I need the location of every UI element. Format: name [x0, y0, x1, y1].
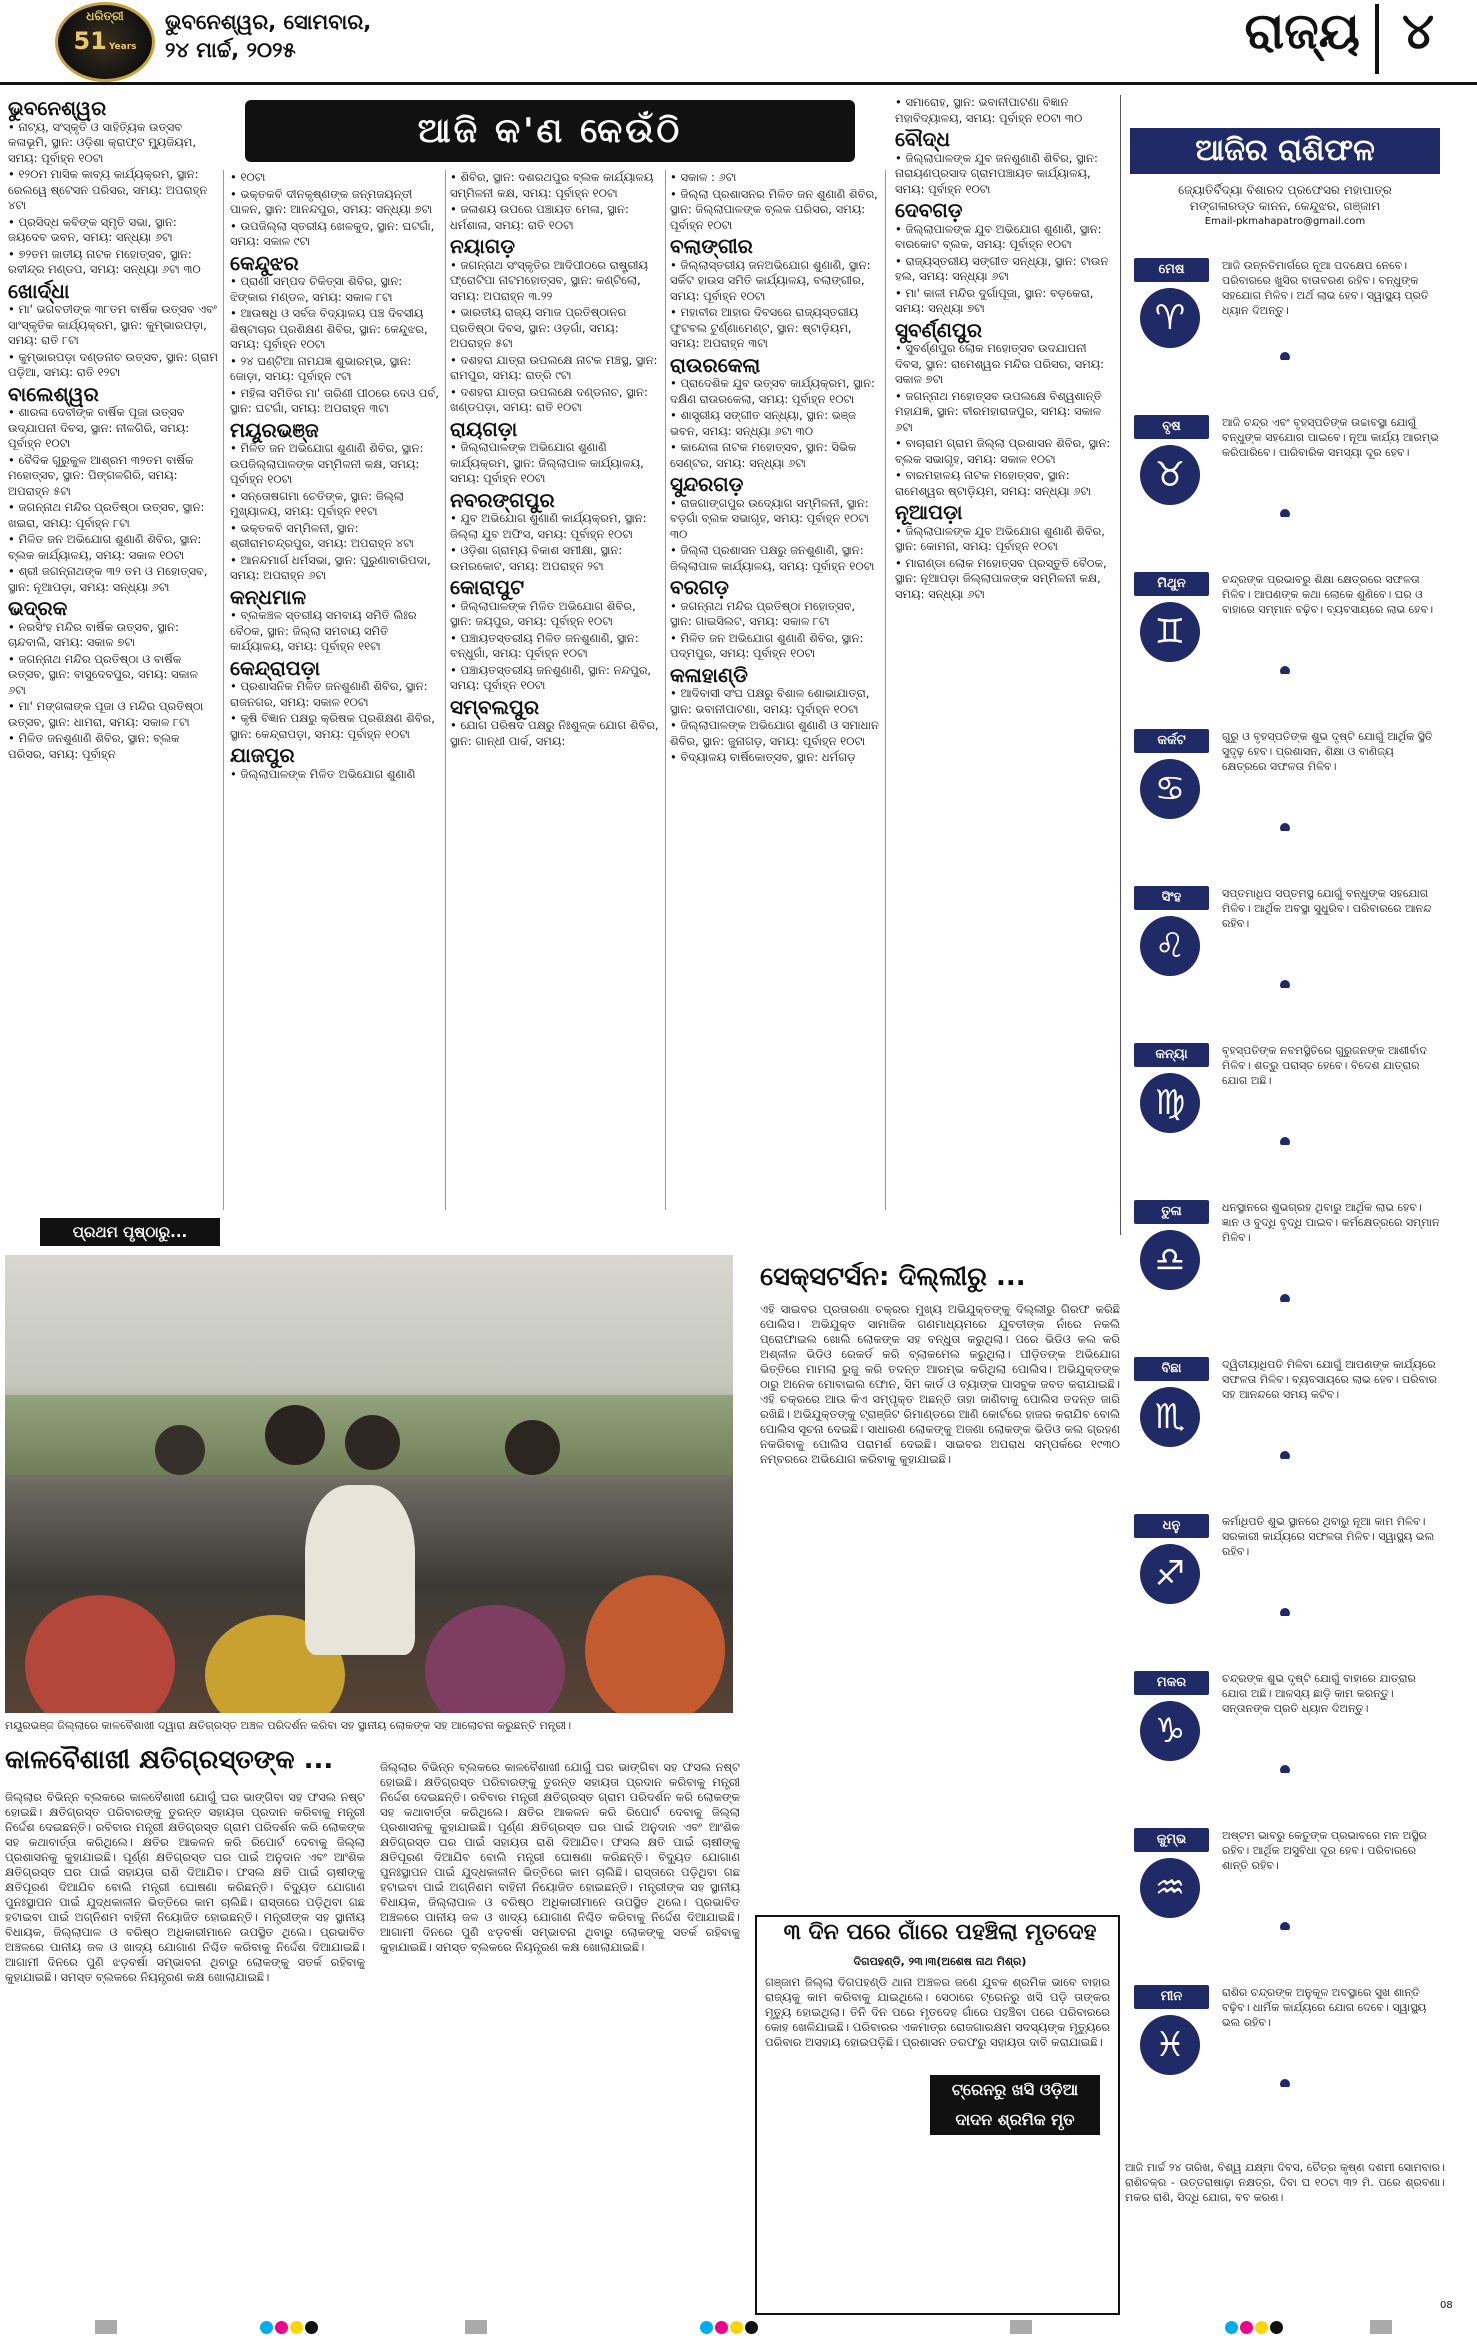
rashi-text: ଚନ୍ଦ୍ରଙ୍କ ପ୍ରଭାବରୁ ଶିକ୍ଷା କ୍ଷେତ୍ରରେ ସଫଳତା ମିଳିବ। ଆପଣଙ୍କ କଥା ଲୋକେ ଶୁଣିବେ। ଘର ଓ ବାହାରେ ସମ୍ମାନ ବଢ଼ିବ। ବ୍ୟବସାୟରେ ଲାଭ ହେବ। — [1222, 573, 1434, 616]
story3-subtag — [930, 2075, 1100, 2135]
event-item: • ୧୦ଟା — [230, 170, 266, 184]
story2-body-col1: ଜିଲ୍ଲାର ବିଭିନ୍ନ ବ୍ଲକରେ କାଳବୈଶାଖୀ ଯୋଗୁଁ ଘର ଭାଙ୍ଗିବା ସହ ଫସଲ ନଷ୍ଟ ହୋଇଛି। କ୍ଷତିଗ୍ରସ୍ତ ପରିବାରଙ୍କୁ ତୁରନ୍ତ ସହାୟତା ପ୍ରଦାନ କରିବାକୁ ମନ୍ତ୍ରୀ ନିର୍ଦ୍ଦେଶ ଦେଇଛନ୍ତି। ରବିବାର ମନ୍ତ୍ରୀ କ୍ଷତିଗ୍ରସ୍ତ ଗ୍ରାମ ପରିଦର୍ଶନ କରି ଲୋକଙ୍କ ସହ କଥାବାର୍ତ୍ତା କରିଥିଲେ। କ୍ଷତିର ଆକଳନ କରି ରିପୋର୍ଟ ଦେବାକୁ ଜିଲ୍ଲା ପ୍ରଶାସନକୁ କୁହାଯାଇଛି। ପୂର୍ଣ୍ଣ କ୍ଷତିଗ୍ରସ୍ତ ଘର ପାଇଁ ଅନୁଦାନ ଏବଂ ଆଂଶିକ କ୍ଷତିଗ୍ରସ୍ତ ଘର ପାଇଁ ସହାୟତା ରାଶି ଦିଆଯିବ। ଫସଲ କ୍ଷତି ପାଇଁ ଚାଷୀଙ୍କୁ କ୍ଷତିପୂରଣ ଦିଆଯିବ ବୋଲି ମନ୍ତ୍ରୀ ଘୋଷଣା କରିଛନ୍ତି। ବିଦ୍ୟୁତ ଯୋଗାଣ ପୁନଃସ୍ଥାପନ ପାଇଁ ଯୁଦ୍ଧକାଳୀନ ଭିତ୍ତିରେ କାମ ଚାଲିଛି। ରାସ୍ତାରେ ପଡ଼ିଥିବା ଗଛ ହଟାଇବା ପାଇଁ ଅଗ୍ନିଶମ ବାହିନୀ ନିୟୋଜିତ ହୋଇଛନ୍ତି। ମନ୍ତ୍ରୀଙ୍କ ସହ ସ୍ଥାନୀୟ ବିଧାୟକ, ଜିଲ୍ଲାପାଳ ଓ ବରିଷ୍ଠ ଅଧିକାରୀମାନେ ଉପସ୍ଥିତ ଥିଲେ। ପ୍ରଭାବିତ ଅଞ୍ଚଳରେ ପାନୀୟ ଜଳ ଓ ଖାଦ୍ୟ ଯୋଗାଣ ନିଶ୍ଚିତ କରିବାକୁ ନିର୍ଦ୍ଦେଶ ଦିଆଯାଇଛି। ଆଗାମୀ ଦିନରେ ପୁଣି ଝଡ଼ବର୍ଷା ସମ୍ଭାବନା ଥିବାରୁ ଲୋକଙ୍କୁ ସତର୍କ ରହିବାକୁ କୁହାଯାଇଛି। ସମସ୍ତ ବ୍ଲକରେ ନିୟନ୍ତ୍ରଣ କକ୍ଷ ଖୋଲାଯାଇଛି। — [5, 1790, 365, 1984]
event-item: • ଜିଲ୍ଲାପାଳଙ୍କ ଯୁବ ଅଭିଯୋଗ ଶୁଣାଣି, ସ୍ଥାନ: ବାରକୋଟ ବ୍ଲକ, ସମୟ: ପୂର୍ବାହ୍ନ ୧୦ଟା — [895, 221, 1102, 251]
event-item: • ସମାରୋହ, ସ୍ଥାନ: ଭବାନୀପାଟଣା ବିଜ୍ଞାନ ମହାବିଦ୍ୟାଳୟ, ସମୟ: ପୂର୍ବାହ୍ନ ୧୦ଟା ୩୦ — [895, 95, 1083, 125]
event-item: • ରାଜଗାଙ୍ଗପୁର ଉଦ୍ୟୋଗ ସମ୍ମିଳନୀ, ସ୍ଥାନ: ବଡ଼ଗାଁ ବ୍ଲକ ସଭାଗୃହ, ସମୟ: ପୂର୍ବାହ୍ନ ୧୦ଟା ୩୦ — [670, 495, 869, 541]
event-item: • କୁମ୍ଭାରପଡ଼ା ଦଣ୍ଡନାଚ ଉତ୍ସବ, ସ୍ଥାନ: ଗ୍ରାମ ପଡ଼ିଆ, ସମୟ: ରାତି ୧୨ଟା — [8, 349, 218, 379]
event-item: • ନାଟ୍ୟ, ସଂସ୍କୃତି ଓ ସାହିତ୍ୟିକ ଉତ୍ସବ କଳାଭୂମି, ସ୍ଥାନ: ଓଡ଼ିଶା କ୍ରାଫ୍ଟ ମ୍ୟୁଜିୟମ, ସମୟ: ପୂର୍ବାହ୍ନ ୧୦ଟା — [8, 119, 196, 165]
divider-dot — [1280, 1294, 1290, 1302]
event-item: • ମହିଳା ସମିତିର ମା' ତାରିଣୀ ପୀଠରେ ଦେଓ ପର୍ବ, ସ୍ଥାନ: ଘଟଗାଁ, ସମୟ: ଅପରାହ୍ନ ୩ଟା — [230, 385, 439, 415]
zodiac-icon: ♋ — [1140, 759, 1200, 819]
district-heading: ଖୋର୍ଦ୍ଧା — [8, 278, 70, 303]
district-heading: ନୟାଗଡ଼ — [450, 234, 516, 258]
story2-body-col2: ଜିଲ୍ଲାର ବିଭିନ୍ନ ବ୍ଲକରେ କାଳବୈଶାଖୀ ଯୋଗୁଁ ଘର ଭାଙ୍ଗିବା ସହ ଫସଲ ନଷ୍ଟ ହୋଇଛି। କ୍ଷତିଗ୍ରସ୍ତ ପରିବାରଙ୍କୁ ତୁରନ୍ତ ସହାୟତା ପ୍ରଦାନ କରିବାକୁ ମନ୍ତ୍ରୀ ନିର୍ଦ୍ଦେଶ ଦେଇଛନ୍ତି। ରବିବାର ମନ୍ତ୍ରୀ କ୍ଷତିଗ୍ରସ୍ତ ଗ୍ରାମ ପରିଦର୍ଶନ କରି ଲୋକଙ୍କ ସହ କଥାବାର୍ତ୍ତା କରିଥିଲେ। କ୍ଷତିର ଆକଳନ କରି ରିପୋର୍ଟ ଦେବାକୁ ଜିଲ୍ଲା ପ୍ରଶାସନକୁ କୁହାଯାଇଛି। ପୂର୍ଣ୍ଣ କ୍ଷତିଗ୍ରସ୍ତ ଘର ପାଇଁ ଅନୁଦାନ ଏବଂ ଆଂଶିକ କ୍ଷତିଗ୍ରସ୍ତ ଘର ପାଇଁ ସହାୟତା ରାଶି ଦିଆଯିବ। ଫସଲ କ୍ଷତି ପାଇଁ ଚାଷୀଙ୍କୁ କ୍ଷତିପୂରଣ ଦିଆଯିବ ବୋଲି ମନ୍ତ୍ରୀ ଘୋଷଣା କରିଛନ୍ତି। ବିଦ୍ୟୁତ ଯୋଗାଣ ପୁନଃସ୍ଥାପନ ପାଇଁ ଯୁଦ୍ଧକାଳୀନ ଭିତ୍ତିରେ କାମ ଚାଲିଛି। ରାସ୍ତାରେ ପଡ଼ିଥିବା ଗଛ ହଟାଇବା ପାଇଁ ଅଗ୍ନିଶମ ବାହିନୀ ନିୟୋଜିତ ହୋଇଛନ୍ତି। ମନ୍ତ୍ରୀଙ୍କ ସହ ସ୍ଥାନୀୟ ବିଧାୟକ, ଜିଲ୍ଲାପାଳ ଓ ବରିଷ୍ଠ ଅଧିକାରୀମାନେ ଉପସ୍ଥିତ ଥିଲେ। ପ୍ରଭାବିତ ଅଞ୍ଚଳରେ ପାନୀୟ ଜଳ ଓ ଖାଦ୍ୟ ଯୋଗାଣ ନିଶ୍ଚିତ କରିବାକୁ ନିର୍ଦ୍ଦେଶ ଦିଆଯାଇଛି। ଆଗାମୀ ଦିନରେ ପୁଣି ଝଡ଼ବର୍ଷା ସମ୍ଭାବନା ଥିବାରୁ ଲୋକଙ୍କୁ ସତର୍କ ରହିବାକୁ କୁହାଯାଇଛି। ସମସ୍ତ ବ୍ଲକରେ ନିୟନ୍ତ୍ରଣ କକ୍ଷ ଖୋଲାଯାଇଛି। — [380, 1760, 740, 1954]
event-item: • ଆଉଷଧି ଓ ସର୍ବଜ ବିଦ୍ୟାଳୟ ପଞ୍ଚ ଦିବସୀୟ ଶିଷ୍ଟାଚାର ପ୍ରଶିକ୍ଷଣ ଶିବିର, ସ୍ଥାନ: କେନ୍ଦୁଝର, ସମୟ: ପୂର୍ବାହ୍ନ ୧୦ଟା — [230, 306, 428, 351]
event-item: • ମା' ମଙ୍ଗଳାଙ୍କ ପୂଜା ଓ ମନ୍ଦିର ପ୍ରତିଷ୍ଠା ଉତ୍ସବ, ସ୍ଥାନ: ଧାମରା, ସମୟ: ସକାଳ ୮ଟା — [8, 699, 204, 729]
district-heading: ବରଗଡ଼ — [670, 575, 729, 599]
event-item: • ଭକ୍ତକବି ଦୀନକୃଷ୍ଣଙ୍କ ଜନ୍ମଜୟନ୍ତୀ ପାଳନ, ସ୍ଥାନ: ଆନନ୍ଦପୁର, ସମୟ: ସନ୍ଧ୍ୟା ୭ଟା — [230, 186, 433, 216]
dateline-place-day: ଭୁବନେଶ୍ୱର, ସୋମବାର, — [165, 10, 372, 34]
event-item: • ଦଶହରା ଯାତ୍ରା ଉପଲକ୍ଷେ ନାଟକ ମଞ୍ଚସ୍ଥ, ସ୍ଥାନ: ରାମପୁର, ସମୟ: ରାତ୍ରି ୯ଟା — [450, 352, 658, 382]
zodiac-icon: ♐ — [1140, 1544, 1200, 1604]
event-item: • ଜିଲ୍ଲାପାଳଙ୍କ ଅଭିଯୋଗ ଶୁଣାଣି କାର୍ଯ୍ୟକ୍ରମ, ସ୍ଥାନ: ଜିଲ୍ଲାପାଳ କାର୍ଯ୍ୟାଳୟ, ସମୟ: ପୂର୍ବାହ୍ନ ୧୦ଟା — [450, 440, 644, 485]
event-item: • ଯୋଗ ପରିଷଦ ପକ୍ଷରୁ ନିଃଶୁଳ୍କ ଯୋଗ ଶିବିର, ସ୍ଥାନ: ଗାନ୍ଧୀ ପାର୍କ, ସମୟ: — [450, 718, 659, 748]
event-item: • ଭାରତୀୟ ରାଜ୍ୟ ସମାଜ ପ୍ରତିଷ୍ଠାନର ପ୍ରତିଷ୍ଠା ଦିବସ, ସ୍ଥାନ: ଓଡ଼ଗାଁ, ସମୟ: ଅପରାହ୍ନ ୫ଟା — [450, 305, 627, 350]
rashi-name: ତୁଳା — [1134, 1200, 1209, 1224]
events-banner-title: ଆଜି କ'ଣ କେଉଁଠି — [245, 100, 855, 162]
event-item: • ଶାରଳା ଦେବୀଙ୍କ ବାର୍ଷିକ ପୂଜା ଉତ୍ସବ ଉଦ୍ଯାପନୀ ଦିବସ, ସ୍ଥାନ: ନୀଳଗିରି, ସମୟ: ପୂର୍ବାହ୍ନ ୧୦ଟା — [8, 405, 190, 450]
divider-dot — [1280, 1608, 1290, 1616]
event-item: • ଜିଲ୍ଲାପାଳଙ୍କ ମିଳିତ ଅଭିଯୋଗ ଶୁଣାଣି — [230, 766, 416, 781]
event-item: • ଆନନ୍ଦମାର୍ଗ ଧର୍ମସଭା, ସ୍ଥାନ: ପୁରୁଣାବାରିପଦା, ସମୟ: ଅପରାହ୍ନ ୬ଟା — [230, 552, 431, 582]
event-item: • ଜଗନ୍ନାଥ ମନ୍ଦିର ପ୍ରତିଷ୍ଠା ମହୋତ୍ସବ, ସ୍ଥାନ: ଗାଇସିଲଟ, ସମୟ: ସକାଳ ୮ଟା — [670, 598, 856, 628]
event-item: • ରାଜ୍ୟସ୍ତରୀୟ ସଙ୍ଗୀତ ସନ୍ଧ୍ୟା, ସ୍ଥାନ: ଟାଉନ ହଲ, ସମୟ: ସନ୍ଧ୍ୟା ୬ଟା — [895, 253, 1109, 283]
events-column — [670, 170, 880, 1210]
rashi-name: ସିଂହ — [1134, 886, 1209, 910]
divider-dot — [1280, 823, 1290, 831]
front-page-tag: ପ୍ରଥମ ପୃଷ୍ଠାରୁ... — [40, 1218, 220, 1246]
event-item: • ଦଶହରା ଯାତ୍ରା ଉପଲକ୍ଷେ ଦଣ୍ଡନାଚ, ସ୍ଥାନ: ଖଣ୍ଡପଡ଼ା, ସମୟ: ରାତି ୧୦ଟା — [450, 384, 648, 414]
gray-patch — [1010, 2320, 1032, 2334]
events-column — [8, 95, 218, 1210]
event-item: • ଜିଲ୍ଲାସ୍ତରୀୟ ଜନଅଭିଯୋଗ ଶୁଣାଣି, ସ୍ଥାନ: ସର୍କିଟ ହାଉସ ସମିତି କାର୍ଯ୍ୟାଳୟ, ବଲାଙ୍ଗୀର, ସମୟ: ପୂର୍ବାହ୍ନ ୧୦ଟା — [670, 257, 871, 303]
event-item: • ଶିବିର, ସ୍ଥାନ: ଦଶରଥପୁର ବ୍ଲକ କାର୍ଯ୍ୟାଳୟ ସମ୍ମିଳନୀ କକ୍ଷ, ସମୟ: ପୂର୍ବାହ୍ନ ୧୦ଟା — [450, 170, 654, 200]
event-item: • ଶାସ୍ତ୍ରୀୟ ସଙ୍ଗୀତ ସନ୍ଧ୍ୟା, ସ୍ଥାନ: ଭଞ୍ଜ ଭବନ, ସମୟ: ସନ୍ଧ୍ୟା ୬ଟା ୩୦ — [670, 408, 856, 438]
cmyk-marks-right — [1225, 2319, 1285, 2338]
gray-patch — [95, 2320, 117, 2334]
event-item: • ଯୁବ ଅଭିଯୋଗ ଶୁଣାଣି କାର୍ଯ୍ୟକ୍ରମ, ସ୍ଥାନ: ଜିଲ୍ଲା ଯୁବ ଅଫିସ, ସମୟ: ପୂର୍ବାହ୍ନ ୧୦ଟା — [450, 511, 647, 541]
district-heading: କଳାହାଣ୍ଡି — [670, 662, 748, 687]
dateline — [165, 8, 425, 64]
district-heading: ସୁବର୍ଣ୍ଣପୁର — [895, 317, 983, 342]
event-item: • କାନ୍ଦୋଳା ନାଟକ ମହୋତ୍ସବ, ସ୍ଥାନ: ସିଭିକ ସେଣ୍ଟର, ସମୟ: ସନ୍ଧ୍ୟା ୬ଟା — [670, 440, 857, 470]
event-item: • ପ୍ରଶାସନିକ ମିଳିତ ଜନଶୁଣାଣି ଶିବିର, ସ୍ଥାନ: ରାଜନଗର, ସମୟ: ସକାଳ ୧୦ଟା — [230, 679, 428, 709]
event-item: • ପ୍ରସିଦ୍ଧ କବିଙ୍କ ସ୍ମୃତି ସଭା, ସ୍ଥାନ: ଜୟଦେବ ଭବନ, ସମୟ: ସନ୍ଧ୍ୟା ୬ଟା — [8, 214, 177, 244]
story1-headline: ସେକ୍ସଟର୍ସନ: ଦିଲ୍ଲୀରୁ ... — [760, 1262, 1026, 1292]
event-item: • ୨୪ ଘଣ୍ଟିଆ ନାମଯଜ୍ଞ ଶୁଭାରମ୍ଭ, ସ୍ଥାନ: ଜୋଡ଼ା, ସମୟ: ପୂର୍ବାହ୍ନ ୯ଟା — [230, 353, 412, 383]
district-heading: ବାଲେଶ୍ୱର — [8, 381, 99, 406]
rashi-sign — [1130, 415, 1440, 517]
rashi-sign — [1130, 1985, 1440, 2087]
divider-dot — [1280, 666, 1290, 674]
district-heading: କୋରାପୁଟ — [450, 575, 525, 599]
district-heading: ରାଉରକେଲା — [670, 352, 761, 377]
print-registration-bar — [0, 2316, 1477, 2339]
zodiac-icon: ♉ — [1140, 445, 1200, 505]
gray-patch — [1370, 2320, 1392, 2334]
zodiac-icon: ♌ — [1140, 916, 1200, 976]
district-heading: ବଲାଙ୍ଗୀର — [670, 234, 753, 258]
event-item: • ଜିଲ୍ଲାପାଳଙ୍କ ଅଭିଯୋଗ ଶୁଣାଣି ଓ ସମାଧାନ ଶିବିର, ସ୍ଥାନ: ଜୁନାଗଡ଼, ସମୟ: ପୂର୍ବାହ୍ନ ୧୦ଟା — [670, 718, 879, 748]
event-item: • କୃଷି ବିଜ୍ଞାନ ପକ୍ଷରୁ କ୍ରିଷକ ପ୍ରଶିକ୍ଷଣ ଶିବିର, ସ୍ଥାନ: କେନ୍ଦ୍ରାପଡ଼ା, ସମୟ: ପୂର୍ବାହ୍ନ ୧୦ଟା — [230, 711, 435, 741]
section-separator — [1375, 4, 1379, 74]
event-item: • ପ୍ରାଣୀ ସମ୍ପଦ ଚିକିତ୍ସା ଶିବିର, ସ୍ଥାନ: ଝିଙ୍କାର ମଣ୍ଡଳ, ସମୟ: ସକାଳ ୮ଟା — [230, 274, 403, 304]
event-item: • ମିଳିତ ଜନ ଅଭିଯୋଗ ଶୁଣାଣି ଶିବିର, ସ୍ଥାନ: ଉପଜିଲ୍ଲାପାଳଙ୍କ ସମ୍ମିଳନୀ କକ୍ଷ, ସମୟ: ପୂର୍ବାହ୍ନ ୧୦ଟା — [230, 441, 424, 486]
events-column — [895, 95, 1115, 1210]
event-item: • ଜଗନ୍ନାଥ ମହୋତ୍ସବ ଉପଲକ୍ଷେ ବିଶ୍ୱଶାନ୍ତି ମହାଯଜ୍ଞ, ସ୍ଥାନ: ବୀରମହାରାଜପୁର, ସମୟ: ସକାଳ ୬ଟା — [895, 388, 1102, 434]
events-column — [230, 170, 440, 1210]
event-item: • ବୈଦିକ ଗୁରୁକୁଳ ଆଶ୍ରମ ୩୨ତମ ବାର୍ଷିକ ମହୋତ୍ସବ, ସ୍ଥାନ: ପିଙ୍ଗଳଗିରି, ସମୟ: ଅପରାହ୍ନ ୫ଟା — [8, 452, 194, 498]
event-item: • ଜଳାଶୟ ଉପରେ ପଞ୍ଚାୟତ ମେଳା, ସ୍ଥାନ: ଧର୍ମଶାଳା, ସମୟ: ରାତି ୧୦ଟା — [450, 202, 629, 232]
district-heading: କନ୍ଧମାଳ — [230, 584, 307, 609]
district-heading: ବୌଦ୍ଧ — [895, 127, 950, 151]
divider-dot — [1280, 1922, 1290, 1930]
divider-dot — [1280, 1451, 1290, 1459]
logo-years: 51 Years — [73, 27, 137, 55]
district-heading: ସୁନ୍ଦରଗଡ଼ — [670, 472, 744, 496]
column-divider — [885, 170, 886, 1210]
zodiac-icon: ♒ — [1140, 1858, 1200, 1918]
rashi-sign — [1130, 729, 1440, 831]
column-divider — [445, 170, 446, 1210]
event-item: • ମିଳିତ ଜନ ଅଭିଯୋଗ ଶୁଣାଣି ଶିବିର, ସ୍ଥାନ: ପଦ୍ମପୁର, ସମୟ: ପୂର୍ବାହ୍ନ ୧୦ଟା — [670, 630, 864, 660]
rashi-text: ଚନ୍ଦ୍ରଙ୍କ ଶୁଭ ଦୃଷ୍ଟି ଯୋଗୁଁ ବାହାରେ ଯାତ୍ରାର ଯୋଗ ଅଛି। ଆଳସ୍ୟ ଛାଡ଼ି କାମ କରନ୍ତୁ। ସନ୍ତାନଙ୍କ ପ୍ରତି ଧ୍ୟାନ ଦିଅନ୍ତୁ। — [1222, 1672, 1416, 1715]
rashi-sign — [1130, 1043, 1440, 1145]
rashi-text: ସପ୍ତମାଧିପ ସପ୍ତମସ୍ଥ ଯୋଗୁଁ ବନ୍ଧୁଙ୍କ ସହଯୋଗ ମିଳିବ। ଆର୍ଥିକ ଅବସ୍ଥା ସୁଧୁରିବ। ପରିବାରରେ ଆନନ୍ଦ ରହିବ। — [1222, 887, 1432, 930]
district-heading: ଯାଜପୁର — [230, 743, 295, 767]
story2-headline: କାଳବୈଶାଖୀ କ୍ଷତିଗ୍ରସ୍ତଙ୍କ ... — [5, 1745, 334, 1775]
rashi-sign — [1130, 886, 1440, 988]
district-heading: ଭୁବନେଶ୍ୱର — [8, 96, 107, 120]
event-item: • ମିଳିତ ଜନ ଅଭିଯୋଗ ଶୁଣାଣି ଶିବିର, ସ୍ଥାନ: ବ୍ଲକ କାର୍ଯ୍ୟାଳୟ, ସମୟ: ସକାଳ ୧୦ଟା — [8, 532, 202, 562]
district-heading: ସମ୍ବଲପୁର — [450, 694, 540, 719]
event-item: • ମାରାଣ୍ଡା ଲୋକ ମହୋତ୍ସବ ପ୍ରସ୍ତୁତି ବୈଠକ, ସ୍ଥାନ: ନୂଆପଡ଼ା ଜିଲ୍ଲାପାଳଙ୍କ ସମ୍ମିଳନୀ କକ୍ଷ, ସମୟ: ସନ୍ଧ୍ୟା ୬ଟା — [895, 555, 1107, 601]
folio: 08 — [1440, 2300, 1453, 2311]
rashi-sign — [1130, 1357, 1440, 1459]
rashi-text: ରାଶିର ଚନ୍ଦ୍ରଙ୍କ ଅନୁକୂଳ ଅବସ୍ଥାରେ ସୁଖ ଶାନ୍ତି ବଢ଼ିବ। ଧାର୍ମିକ କାର୍ଯ୍ୟରେ ଯୋଗ ଦେବେ। ସ୍ୱାସ୍ଥ୍ୟ ଭଲ ରହିବ। — [1222, 1986, 1427, 2029]
zodiac-icon: ♊ — [1140, 602, 1200, 662]
event-item: • ବିଦ୍ୟାଳୟ ବାର୍ଷିକୋତ୍ସବ, ସ୍ଥାନ: ଧର୍ମଗଡ଼ — [670, 750, 856, 764]
zodiac-icon: ♈ — [1140, 288, 1200, 348]
dateline-date: ୨୪ ମାର୍ଚ୍ଚ, ୨୦୨୫ — [165, 38, 296, 62]
rashifala-separator — [1120, 95, 1121, 1235]
event-item: • ଜିଲ୍ଲାପାଳଙ୍କ ଯୁବ ଜନଶୁଣାଣି ଶିବିର, ସ୍ଥାନ: ନାରାୟଣପ୍ରସାଦ ଗ୍ରାମପଞ୍ଚାୟତ କାର୍ଯ୍ୟାଳୟ, ସମୟ: ପୂର୍ବାହ୍ନ ୧୦ଟା — [895, 150, 1098, 196]
rashi-sign — [1130, 1671, 1440, 1773]
event-item: • ବ୍ଲକଞ୍ଚଳ ସ୍ତରୀୟ ସମବାୟ ସମିତି ଲିଃର ବୈଠକ, ସ୍ଥାନ: ଜିଲ୍ଲା ସମବାୟ ସମିତି କାର୍ଯ୍ୟାଳୟ, ସମୟ: ପୂର୍ବାହ୍ନ ୧୧ଟା — [230, 608, 417, 653]
district-heading: ନୂଆପଡ଼ା — [895, 500, 963, 524]
event-item: • ବାଚାରାମ ଗ୍ରାମ ଜିଲ୍ଲା ପ୍ରଶାସନ ଶିବିର, ସ୍ଥାନ: ବ୍ଲକ ସଭାଗୃହ, ସମୟ: ସକାଳ ୧୦ଟା — [895, 436, 1111, 466]
story3-dateline: ଦିଗପହଣ୍ଡି, ୨୩।୩(ଅଶେଷ ନାଥ ମିଶ୍ର) — [853, 1955, 1027, 1968]
event-item: • ସନ୍ତୋଷଗମା ଚେତିଙ୍କ, ସ୍ଥାନ: ଜିଲ୍ଲା ମୁଖ୍ୟାଳୟ, ସମୟ: ପୂର୍ବାହ୍ନ ୧୧ଟା — [230, 488, 404, 518]
event-item: • ଶ୍ରୀ ଜଗନ୍ନାଥଙ୍କ ୩୨ ତମ ଓ ମହୋତ୍ସବ, ସ୍ଥାନ: ନୂଆପଡ଼ା, ସମୟ: ସନ୍ଧ୍ୟା ୬ଟା — [8, 564, 208, 594]
event-item: • ଜିଲ୍ଲା ପ୍ରଶାସନ ପକ୍ଷରୁ ଜନଶୁଣାଣି, ସ୍ଥାନ: ଜିଲ୍ଲାପାଳ କାର୍ଯ୍ୟାଳୟ, ସମୟ: ପୂର୍ବାହ୍ନ ୧୦ଟା — [670, 543, 875, 573]
rashi-sign — [1130, 1828, 1440, 1930]
district-heading: କେନ୍ଦ୍ରାପଡ଼ା — [230, 655, 321, 680]
rashi-text: ଗୁରୁ ଓ ବୃହସ୍ପତିଙ୍କ ଶୁଭ ଦୃଷ୍ଟି ଯୋଗୁଁ ଆର୍ଥିକ ସ୍ଥିତି ସୁଦୃଢ଼ ହେବ। ପ୍ରଶାସନ, ଶିକ୍ଷା ଓ ବାଣିଜ୍ୟ କ୍ଷେତ୍ରରେ ସଫଳତା ମିଳିବ। — [1222, 730, 1433, 773]
divider-dot — [1280, 1137, 1290, 1145]
event-item: • ଜିଲ୍ଲାପାଳଙ୍କ ମିଳିତ ଅଭିଯୋଗ ଶିବିର, ସ୍ଥାନ: ଜୟପୁର, ସମୟ: ପୂର୍ବାହ୍ନ ୧୦ଟା — [450, 598, 636, 628]
district-heading: ନବରଙ୍ଗପୁର — [450, 487, 555, 512]
rashi-name: ମିଥୁନ — [1134, 572, 1209, 596]
event-item: • ମହାବୀର ଆହାର ଦିବସରେ ରାଜ୍ୟସ୍ତରୀୟ ଫୁଟବଲ ଟୁର୍ଣ୍ଣାମେଣ୍ଟ, ସ୍ଥାନ: ଷ୍ଟାଡ଼ିୟମ, ସମୟ: ଅପରାହ୍ନ ୩ଟା — [670, 305, 859, 350]
zodiac-icon: ♓ — [1140, 2015, 1200, 2075]
section-label: ରାଜ୍ୟ — [1244, 2, 1360, 60]
rashi-name: କର୍କଟ — [1134, 729, 1209, 753]
rashi-sign — [1130, 1200, 1440, 1302]
rashifala-author — [1130, 182, 1440, 230]
event-item: • ଉପଜିଲ୍ଲା ସ୍ତରୀୟ ଖେଳକୁଦ, ସ୍ଥାନ: ଘଟଗାଁ, ସମୟ: ସକାଳ ୯ଟା — [230, 218, 435, 248]
gray-patch — [465, 2320, 487, 2334]
event-item: • ଜିଲ୍ଲାପାଳଙ୍କ ଯୁବ ଅଭିଯୋଗ ଶୁଣାଣି ଶିବିର, ସ୍ଥାନ: କୋମନା, ସମୟ: ପୂର୍ବାହ୍ନ ୧୦ଟା — [895, 523, 1105, 553]
news-photo — [5, 1255, 733, 1713]
rashi-name: ମକର — [1134, 1671, 1209, 1695]
story1-body: ଏହି ସାଇବର ପ୍ରତାରଣା ଚକ୍ରର ମୁଖ୍ୟ ଅଭିଯୁକ୍ତଙ୍କୁ ଦିଲ୍ଲୀରୁ ଗିରଫ କରିଛି ପୋଲିସ। ଅଭିଯୁକ୍ତ ସାମାଜିକ ଗଣମାଧ୍ୟମରେ ଯୁବତୀଙ୍କ ନାଁରେ ନକଲି ପ୍ରୋଫାଇଲ ଖୋଲି ଲୋକଙ୍କ ସହ ବନ୍ଧୁତା କରୁଥିଲା। ପରେ ଭିଡିଓ କଲ କରି ଅଶ୍ଳୀଳ ଭିଡିଓ ରେକର୍ଡ କରି ବ୍ଲାକମେଲ କରୁଥିଲା। ପୀଡ଼ିତଙ୍କ ଅଭିଯୋଗ ଭିତ୍ତିରେ ମାମଲା ରୁଜୁ କରି ତଦନ୍ତ ଆରମ୍ଭ କରିଥିଲା ପୋଲିସ। ଅଭିଯୁକ୍ତଙ୍କ ଠାରୁ ଅନେକ ମୋବାଇଲ ଫୋନ, ସିମ କାର୍ଡ ଓ ବ୍ୟାଙ୍କ ପାସବୁକ ଜବତ କରାଯାଇଛି। ଏହି ଚକ୍ରରେ ଆଉ କିଏ ସମ୍ପୃକ୍ତ ଅଛନ୍ତି ତାହା ଜାଣିବାକୁ ପୋଲିସ ତଦନ୍ତ ଜାରି ରଖିଛି। ଅଭିଯୁକ୍ତଙ୍କୁ ଟ୍ରାଞ୍ଜିଟ ରିମାଣ୍ଡରେ ଆଣି କୋର୍ଟରେ ହାଜର କରାଯିବ ବୋଲି ପୋଲିସ ସୂଚନା ଦେଇଛି। ସାଧାରଣ ଲୋକଙ୍କୁ ଅଜଣା ଲୋକଙ୍କ ଭିଡିଓ କଲ ଗ୍ରହଣ ନକରିବାକୁ ପୋଲିସ ପରାମର୍ଶ ଦେଇଛି। ସାଇବର ଅପରାଧ ସମ୍ପର୍କରେ ୧୯୩୦ ନମ୍ବରରେ ଅଭିଯୋଗ କରିବାକୁ କୁହାଯାଇଛି। — [760, 1302, 1120, 1466]
district-heading: ମୟୂରଭଞ୍ଜ — [230, 417, 319, 442]
rashi-text: ଅଷ୍ଟମ ଭାବରୁ କେତୁଙ୍କ ପ୍ରଭାବରେ ମନ ଅସ୍ଥିର ରହିବ। ଆର୍ଥିକ ଅସୁବିଧା ଦୂର ହେବ। ପରିବାରରେ ଶାନ୍ତି ରହିବ। — [1222, 1829, 1427, 1872]
masthead-rule — [0, 82, 1477, 85]
rashi-name: ଧନୁ — [1134, 1514, 1209, 1538]
divider-dot — [1280, 1765, 1290, 1773]
event-item: • ନରସିଂହ ମନ୍ଦିର ବାର୍ଷିକ ଉତ୍ସବ, ସ୍ଥାନ: ଚାନ୍ଦବାଲି, ସମୟ: ସକାଳ ୭ଟା — [8, 619, 179, 649]
panchang-footer: ଆଜି ମାର୍ଚ୍ଚ ୨୪ ତାରିଖ, ବିଶ୍ୱ ଯକ୍ଷ୍ମା ଦିବସ, ଚୈତ୍ର କୃଷ୍ଣ ଦଶମୀ ସୋମବାର। ରାଶିଚକ୍ର - ଉତ୍ତରାଷାଢ଼ା ନକ୍ଷତ୍ର, ଦିବା ଘ ୧୦ଟା ୩୨ ମି. ପରେ ଶ୍ରବଣା। ମକର ରାଶି, ସିଦ୍ଧି ଯୋଗ, ବବ କରଣ। — [1125, 2161, 1445, 2204]
rashi-sign — [1130, 1514, 1440, 1616]
rashi-sign — [1130, 572, 1440, 674]
event-item: • ମା' ଭଗବତୀଙ୍କ ୩୮ତମ ବାର୍ଷିକ ଉତ୍ସବ ଏବଂ ସାଂସ୍କୃତିକ କାର୍ଯ୍ୟକ୍ରମ, ସ୍ଥାନ: କୁମ୍ଭାରପଡ଼ା, ସମୟ: ରାତି ୮ଟା — [8, 302, 217, 347]
event-item: • ବାରମହାଳୟ ନାଟକ ମହୋତ୍ସବ, ସ୍ଥାନ: ରାମେଶ୍ୱର ଷ୍ଟାଡ଼ିୟମ, ସମୟ: ସନ୍ଧ୍ୟା ୬ଟା — [895, 468, 1092, 498]
zodiac-icon: ♑ — [1140, 1701, 1200, 1761]
column-divider — [223, 170, 224, 1210]
rashi-name: ମୀନ — [1134, 1985, 1209, 2009]
event-item: • ଜଗନ୍ନାଥ ସଂସ୍କୃତିର ଆଦିପୀଠରେ ରାଷ୍ଟ୍ରୀୟ ଫ୍ରୋଟିପା ନାଟମହୋତ୍ସବ, ସ୍ଥାନ: କଣ୍ଟିଲୋ, ସମୟ: ଅପରାହ୍ନ ୩.୨୨ — [450, 257, 648, 303]
rashi-text: ଧନସ୍ଥାନରେ ଶୁଭଗ୍ରହ ଥିବାରୁ ଆର୍ଥିକ ଲାଭ ହେବ। ଜ୍ଞାନ ଓ ବୁଦ୍ଧି ବୃଦ୍ଧି ପାଇବ। କର୍ମକ୍ଷେତ୍ରରେ ସମ୍ମାନ ମିଳିବ। — [1222, 1201, 1440, 1244]
rashi-name: ମେଷ — [1134, 258, 1209, 282]
cmyk-marks-left — [260, 2319, 320, 2338]
district-heading: କେନ୍ଦୁଝର — [230, 250, 299, 275]
astrologer-name: ଜ୍ୟୋତିର୍ବିଦ୍ୟା ବିଶାରଦ ପ୍ରଫେସର ମହାପାତ୍ର — [1178, 183, 1392, 197]
event-item: • ଜିଲ୍ଲା ପ୍ରଶାସନର ମିଳିତ ଜନ ଶୁଣାଣି ଶିବିର, ସ୍ଥାନ: ଜିଲ୍ଲାପାଳଙ୍କ ବ୍ଲକ ପରିସର, ସମୟ: ପୂର୍ବାହ୍ନ ୧୦ଟା — [670, 186, 878, 232]
divider-dot — [1280, 980, 1290, 988]
district-heading: ଭଦ୍ରକ — [8, 596, 68, 620]
event-item: • ଜଗନ୍ନାଥ ମନ୍ଦିର ପ୍ରତିଷ୍ଠା ଉତ୍ସବ, ସ୍ଥାନ: ଖଇରା, ସମୟ: ପୂର୍ବାହ୍ନ ୮ଟା — [8, 500, 205, 530]
story3-subtag-line1: ଟ୍ରେନରୁ ଖସି ଓଡ଼ିଆ — [951, 2080, 1079, 2099]
rashifala-title: ଆଜିର ରାଶିଫଳ — [1130, 128, 1440, 174]
story3-headline: ୩ ଦିନ ପରେ ଗାଁରେ ପହଞ୍ଚିଲା ମୃତଦେହ — [783, 1920, 1097, 1945]
story3-body: ଗଞ୍ଜାମ ଜିଲ୍ଲା ଦିଗପହଣ୍ଡି ଥାନା ଅଞ୍ଚଳର ଜଣେ ଯୁବକ ଶ୍ରମିକ ଭାବେ ବାହାର ରାଜ୍ୟକୁ କାମ କରିବାକୁ ଯାଇଥିଲେ। ସେଠାରେ ଟ୍ରେନରୁ ଖସି ପଡ଼ି ତାଙ୍କର ମୃତ୍ୟୁ ହୋଇଥିଲା। ତିନି ଦିନ ପରେ ମୃତଦେହ ଗାଁରେ ପହଞ୍ଚିବା ପରେ ପରିବାରରେ କୋହ ଖେଳିଯାଇଛି। ପରିବାରର ଏକମାତ୍ର ରୋଜଗାରକ୍ଷମ ସଦସ୍ୟଙ୍କ ମୃତ୍ୟୁରେ ପରିବାର ଅସହାୟ ହୋଇପଡ଼ିଛି। ପ୍ରଶାସନ ତରଫରୁ ସହାୟତା ଦାବି କରାଯାଇଛି। — [765, 1975, 1110, 2049]
event-item: • ୭୨ତମ ଜାତୀୟ ନାଟକ ମହୋତ୍ସବ, ସ୍ଥାନ: ରବୀନ୍ଦ୍ର ମଣ୍ଡପ, ସମୟ: ସନ୍ଧ୍ୟା ୬ଟା ୩୦ — [8, 246, 201, 276]
rashi-text: ଆଜି ଉନ୍ନତିମାର୍ଗରେ ନୂଆ ପଦକ୍ଷେପ ନେବେ। ପରିବାରରେ ଖୁସିର ବାତାବରଣ ରହିବ। ବନ୍ଧୁଙ୍କ ସହଯୋଗ ମିଳିବ। ଅର୍ଥ ଲାଭ ହେବ। ସ୍ୱାସ୍ଥ୍ୟ ପ୍ରତି ଧ୍ୟାନ ଦିଅନ୍ତୁ। — [1222, 259, 1429, 317]
rashi-text: ଆଜି ଚନ୍ଦ୍ର ଏବଂ ବୃହସ୍ପତିଙ୍କ ଉଚ୍ଚାବସ୍ଥା ଯୋଗୁଁ ବନ୍ଧୁଙ୍କ ସହଯୋଗ ପାଇବେ। ନୂଆ କାର୍ଯ୍ୟ ଆରମ୍ଭ କରିପାରିବେ। ପାରିବାରିକ ସମସ୍ୟା ଦୂର ହେବ। — [1222, 416, 1439, 459]
event-item: • ପଞ୍ଚାୟତସ୍ତରୀୟ ଜନଶୁଣାଣି, ସ୍ଥାନ: ନନ୍ଦପୁର, ସମୟ: ପୂର୍ବାହ୍ନ ୧୦ଟା — [450, 662, 652, 692]
event-item: • ମିଳିତ ଜନଶୁଣାଣି ଶିବିର, ସ୍ଥାନ: ବ୍ଲକ ପରିସର, ସମୟ: ପୂର୍ବାହ୍ନ — [8, 731, 180, 761]
event-item: • ମା' କାଳୀ ମନ୍ଦିର ଦୁର୍ଗାପୂଜା, ସ୍ଥାନ: ବଡ଼କେରା, ସମୟ: ସନ୍ଧ୍ୟା ୭ଟା — [895, 285, 1094, 315]
divider-dot — [1280, 509, 1290, 517]
logo-text: ଧରିତ୍ରୀ — [86, 9, 124, 23]
event-item: • ସକାଳ : ୬ଟା — [670, 170, 737, 184]
event-item: • ୧୨୦ମ ମାସିକ କାବ୍ୟ କାର୍ଯ୍ୟକ୍ରମ, ସ୍ଥାନ: ରେଲୱେ ଷ୍ଟେସନ ପରିସର, ସମୟ: ଅପରାହ୍ନ ୪ଟା — [8, 167, 208, 212]
divider-dot — [1280, 2079, 1290, 2087]
events-column — [450, 170, 660, 1210]
page-number: ୪ — [1401, 2, 1435, 60]
event-item: • ଓଡ଼ିଶା ଗ୍ରାମ୍ୟ ବିକାଶ ସମୀକ୍ଷା, ସ୍ଥାନ: ଉମରକୋଟ, ସମୟ: ଅପରାହ୍ନ ୨ଟା — [450, 543, 623, 573]
rashi-name: ବିଛା — [1134, 1357, 1209, 1381]
event-item: • ସୁବର୍ଣ୍ଣପୁର ଲୋକ ମହୋତ୍ସବ ଉଦଯାପନୀ ଦିବସ, ସ୍ଥାନ: ରାମେଶ୍ୱର ମନ୍ଦିର ପରିସର, ସମୟ: ସକାଳ ୭ଟା — [895, 341, 1105, 386]
district-heading: ଦେବଗଡ଼ — [895, 198, 963, 222]
column-divider — [665, 170, 666, 1210]
zodiac-icon: ♎ — [1140, 1230, 1200, 1290]
event-item: • ଆଦିବାସୀ ସଂଘ ପକ୍ଷରୁ ବିଶାଳ ଶୋଭାଯାତ୍ରା, ସ୍ଥାନ: ଭବାନୀପାଟଣା, ସମୟ: ପୂର୍ବାହ୍ନ ୧୦ଟା — [670, 686, 870, 716]
event-item: • ଭକ୍ତକବି ସମ୍ମିଳନୀ, ସ୍ଥାନ: ଶ୍ରୀରାମଚନ୍ଦ୍ରପୁର, ସମୟ: ଅପରାହ୍ନ ୪ଟା — [230, 520, 414, 550]
rashi-name: କନ୍ୟା — [1134, 1043, 1209, 1067]
rashi-name: ବୃଷ — [1134, 415, 1209, 439]
zodiac-icon: ♍ — [1140, 1073, 1200, 1133]
newspaper-logo — [55, 2, 155, 82]
cmyk-marks-center — [700, 2319, 760, 2338]
rashi-text: କର୍ମାଧିପତି ଶୁଭ ସ୍ଥାନରେ ଥିବାରୁ ନୂଆ କାମ ମିଳିବ। ସରକାରୀ କାର୍ଯ୍ୟରେ ସଫଳତା ମିଳିବ। ସ୍ୱାସ୍ଥ୍ୟ ଭଲ ରହିବ। — [1222, 1515, 1435, 1558]
rashi-text: ବୃହସ୍ପତିଙ୍କ ନବମସ୍ଥିତିରେ ଗୁରୁଜନଙ୍କ ଆଶୀର୍ବାଦ ମିଳିବ। ଶତ୍ରୁ ପରାସ୍ତ ହେବେ। ବିଦେଶ ଯାତ୍ରାର ଯୋଗ ଅଛି। — [1222, 1044, 1427, 1087]
divider-dot — [1280, 352, 1290, 360]
event-item: • ଜଗନ୍ନାଥ ମନ୍ଦିର ପ୍ରତିଷ୍ଠା ଓ ବାର୍ଷିକ ଉତ୍ସବ, ସ୍ଥାନ: ବାସୁଦେବପୁର, ସମୟ: ସକାଳ ୬ଟା — [8, 651, 198, 697]
district-heading: ରାୟଗଡ଼ା — [450, 416, 518, 441]
story3-subtag-line2: ଦାଦନ ଶ୍ରମିକ ମୃତ — [955, 2110, 1075, 2129]
astrologer-address: ମଙ୍ଗଳାରଡ୍ଡ କାନନ, କେନ୍ଦୁଝର, ଗଞ୍ଜାମ — [1189, 199, 1381, 213]
rashi-sign — [1130, 258, 1440, 360]
photo-caption: ମୟୂରଭଞ୍ଜ ଜିଲ୍ଲାରେ କାଳବୈଶାଖୀ ଦ୍ୱାରା କ୍ଷତିଗ୍ରସ୍ତ ଅଞ୍ଚଳ ପରିଦର୍ଶନ କରିବା ସହ ସ୍ଥାନୀୟ ଲୋକଙ୍କ ସହ ଆଲୋଚନା କରୁଛନ୍ତି ମନ୍ତ୍ରୀ। — [5, 1719, 572, 1732]
event-item: • ପଞ୍ଚାୟତସ୍ତରୀୟ ମିଳିତ ଜନଶୁଣାଣି, ସ୍ଥାନ: ବନ୍ଧୁଗାଁ, ସମୟ: ପୂର୍ବାହ୍ନ ୧୦ଟା — [450, 630, 639, 660]
rashi-name: କୁମ୍ଭ — [1134, 1828, 1209, 1852]
zodiac-icon: ♏ — [1140, 1387, 1200, 1447]
event-item: • ପ୍ରାଦେଶିକ ଯୁବ ଉତ୍ସବ କାର୍ଯ୍ୟକ୍ରମ, ସ୍ଥାନ: ଦକ୍ଷିଣ ରାଉରକେଲା, ସମୟ: ପୂର୍ବାହ୍ନ ୧୦ଟା — [670, 376, 875, 406]
rashi-text: ଦ୍ୱିତୀୟାଧିପତି ମିଳିବା ଯୋଗୁଁ ଆପଣଙ୍କ କାର୍ଯ୍ୟରେ ସଫଳତା ମିଳିବ। ବ୍ୟବସାୟରେ ଲାଭ ହେବ। ପରିବାର ସହ ଆନନ୍ଦରେ ସମୟ କଟିବ। — [1222, 1358, 1437, 1401]
astrologer-email: Email-pkmahapatro@gmail.com — [1204, 216, 1366, 227]
